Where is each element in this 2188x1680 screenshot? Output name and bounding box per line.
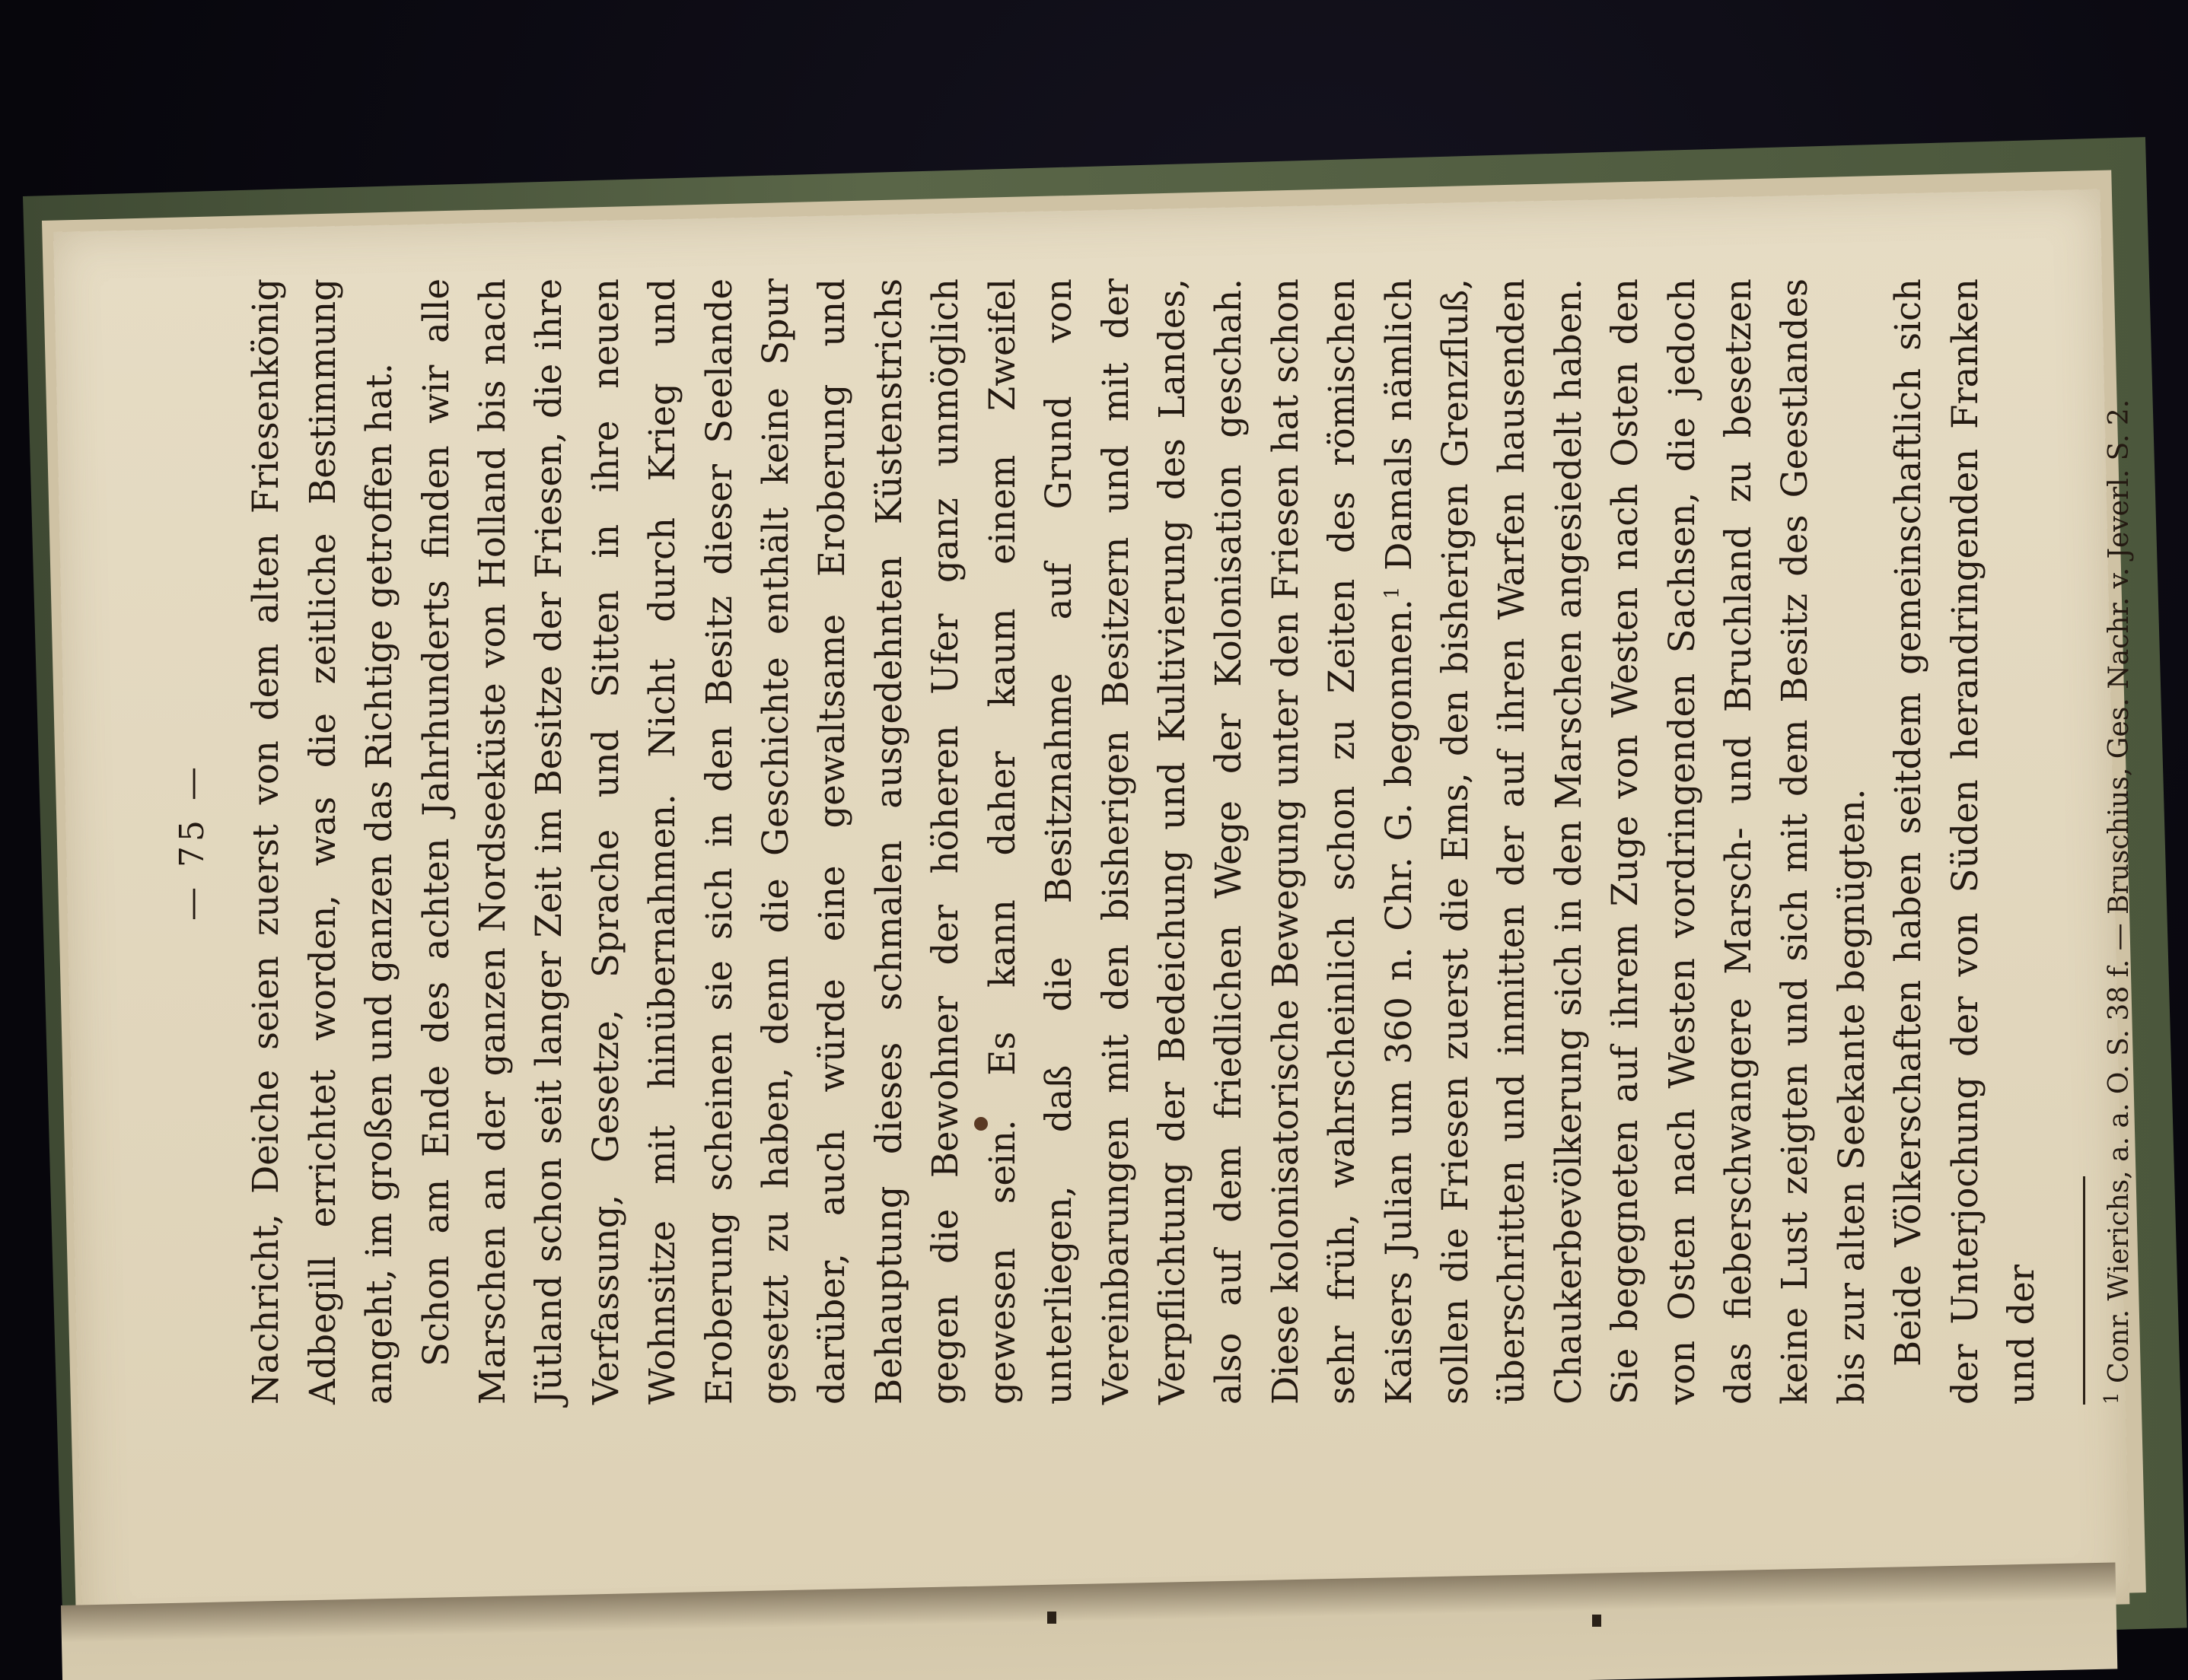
- paragraph-2: [408, 278, 1881, 1405]
- gutter-mark: [1592, 1615, 1601, 1627]
- page-number: — 75 —: [173, 762, 212, 921]
- gutter-mark: [1047, 1612, 1056, 1624]
- paragraph-2-text: Schon am Ende des achten Jahrhunderts finden wir alle Marschen an der ganzen Nordseeküste von Holland bis nach Jütland schon seit langer Zeit im Besitze der Friesen, die ihre Verfassung, Gesetze, Sprache und Sitten in ihre neuen Wohnsitze mit hinübernahmen. Nicht durch Krieg und Eroberung scheinen sie sich in den Besitz dieser Seelande gesetzt zu haben, denn die Geschichte enthält keine Spur darüber, auch würde eine gewaltsame Eroberung und Behauptung dieses schmalen ausgedehnten Küstenstrichs gegen die Bewohner der höheren Ufer ganz unmöglich gewesen sein. Es kann daher kaum einem Zweifel unterliegen, daß die Besitznahme auf Grund von Vereinbarungen mit den bisherigen Besitzern und mit der Verpflichtung der Bedeichung und Kultivierung des Landes, also auf dem friedlichen Wege der Kolonisation geschah. Diese kolonisatorische Bewegung unter den Friesen hat schon sehr früh, wahrscheinlich schon zu Zeiten des römischen Kaisers Julian um 360 n. Chr. G. begonnen.: [415, 278, 1419, 1405]
- footnote-reference: 1: [1381, 586, 1404, 600]
- paragraph-1: Nachricht, Deiche seien zuerst von dem alten Friesenkönig Adbegill errichtet worden, was die zeitliche Bestimmung angeht, im großen und ganzen das Richtige getroffen hat.: [245, 278, 400, 1405]
- paragraph-4: Beide Völkerschaften haben seitdem gemeinschaftlich sich der Unterjochung der von Süden herandringenden Franken und der: [1887, 278, 2042, 1405]
- page-text-block: [164, 278, 2135, 1405]
- footnote-text: Conr. Wierichs, a. a. O. S. 38 f. — Bruschius, Ges. Nachr. v. Jeverl. S. 2.: [2104, 399, 2135, 1383]
- footnote-mark: 1: [2100, 1392, 2124, 1405]
- footnote-rule: [2083, 1176, 2085, 1405]
- footnote: [2096, 278, 2143, 1405]
- paragraph-3-text: Damals nämlich sollen die Friesen zuerst die Ems, den bisherigen Grenzfluß, überschritten und inmitten der auf ihren Warfen hausenden Chaukerbevölkerung sich in den Marschen angesiedelt haben. Sie begegneten auf ihrem Zuge von Westen nach Osten den von Osten nach Westen vordringenden Sachsen, die jedoch das fieberschwangere Marsch- und Bruchland zu besetzen keine Lust zeigten und sich mit dem Besitz des Geestlandes bis zur alten Seekante begnügten.: [1377, 278, 1872, 1405]
